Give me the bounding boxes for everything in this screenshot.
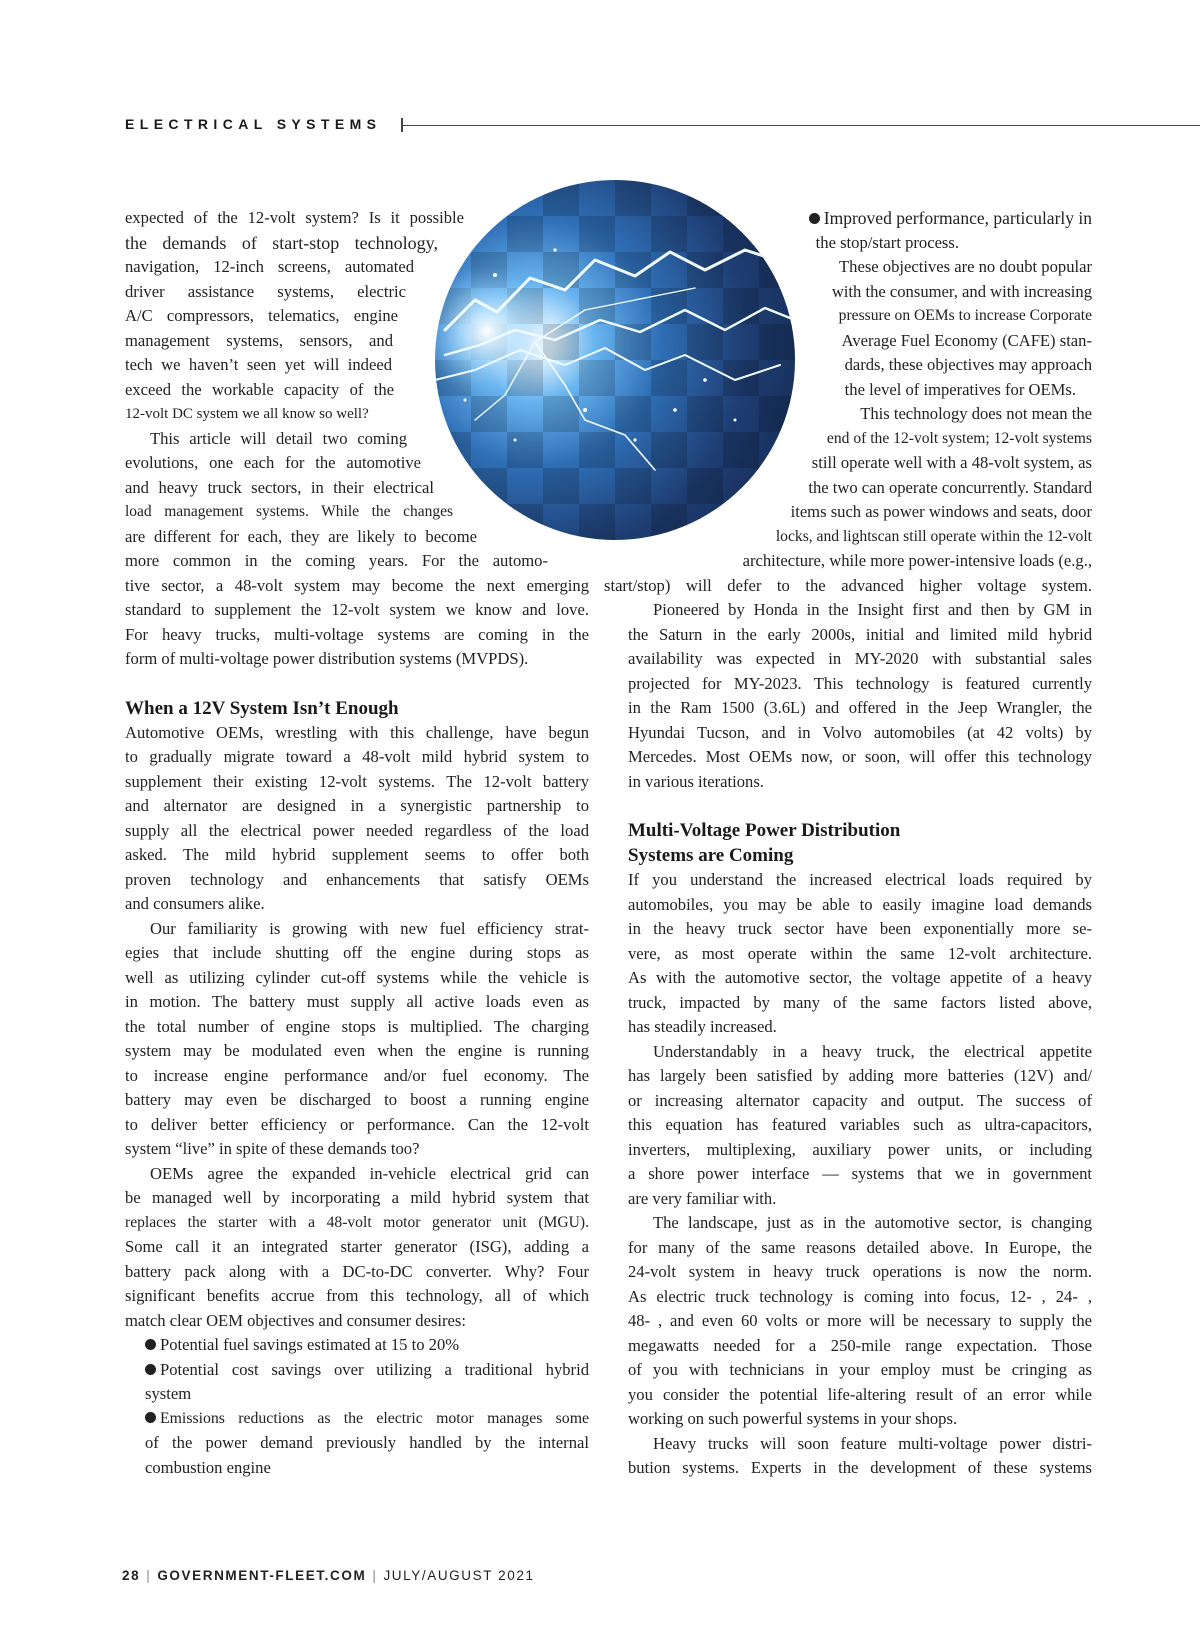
body-line: Hyundai Tucson, and in Volvo automobiles (at 42 volts) by [628,722,1092,742]
body-line: still operate well with a 48-volt system, as [811,453,1092,472]
left-column [125,206,589,1480]
bullet-item [125,1358,589,1383]
body-line: supply all the electrical power needed regardless of the load [125,820,589,840]
body-line: pressure on OEMs to increase Corporate [838,307,1092,324]
body-line: are different for each, they are likely to become [125,526,477,546]
body-line: battery may even be discharged to boost a running engine [125,1090,589,1109]
body-line: Our familiarity is growing with new fuel efficiency strat- [150,918,589,938]
footer-separator: | [372,1568,378,1583]
bullet-text: Potential cost savings over utilizing a traditional hybrid [160,1359,589,1379]
body-line: The landscape, just as in the automotive sector, is changing [653,1213,1092,1232]
body-line: For heavy trucks, multi-voltage systems are coming in the [125,624,589,644]
body-line: Some call it an integrated starter generator (ISG), adding a [125,1237,589,1256]
body-line: availability was expected in MY-2020 with substantial sales [628,649,1092,668]
paragraph-gap [628,794,1092,818]
body-line: standard to supplement the 12-volt system we know and love. [125,600,589,619]
body-line: or increasing alternator capacity and output. The success of [628,1090,1092,1110]
bullet-text: Emissions reductions as the electric motor manages some [160,1409,589,1427]
body-line: 12-volt DC system we all know so well? [125,406,369,422]
body-line: Pioneered by Honda in the Insight first and then by GM in [653,600,1092,619]
body-line: to gradually migrate toward a 48-volt mild hybrid system to [125,747,589,766]
bullet-continuation: of the power demand previously handled by the internal [145,1433,589,1452]
body-line: for many of the same reasons detailed above. In Europe, the [628,1237,1092,1257]
body-line: projected for MY-2023. This technology is featured currently [628,673,1092,693]
body-line: dards, these objectives may approach [844,355,1092,374]
body-line: bution systems. Experts in the development of these systems [628,1458,1092,1477]
body-line: match clear OEM objectives and consumer desires: [125,1310,466,1330]
body-line: and alternator are designed in a synergistic partnership to [125,796,589,815]
body-line: Understandably in a heavy truck, the electrical appetite [653,1041,1092,1061]
body-line: and consumers alike. [125,894,265,913]
body-line: proven technology and enhancements that satisfy OEMs [125,869,589,889]
body-line: the stop/start process. [815,232,959,252]
publication-site: GOVERNMENT-FLEET.COM [157,1568,367,1583]
subheading: Systems are Coming [628,845,794,866]
body-line: management systems, sensors, and [125,330,393,350]
body-line: has largely been satisfied by adding more batteries (12V) and/ [628,1066,1092,1085]
body-line: locks, and lightscan still operate within the 12-volt [775,527,1092,545]
body-line: expected of the 12-volt system? Is it possible [125,208,464,227]
right-column [604,206,1092,1481]
body-line: architecture, while more power-intensive loads (e.g., [742,551,1092,570]
bullet-icon [809,213,820,224]
body-line: Average Fuel Economy (CAFE) stan- [841,330,1092,350]
body-line: If you understand the increased electrical loads required by [628,870,1092,889]
bullet-item [125,1333,589,1358]
body-line: has steadily increased. [628,1017,777,1036]
body-line: end of the 12-volt system; 12-volt systems [826,429,1092,447]
body-line: OEMs agree the expanded in-vehicle electrical grid can [150,1163,589,1183]
body-line: exceed the workable capacity of the [125,379,394,399]
body-line: be managed well by incorporating a mild hybrid system that [125,1188,589,1207]
body-line: and heavy truck sectors, in their electrical [125,477,434,497]
bullet-icon [145,1412,156,1423]
body-line: to deliver better efficiency or performance. Can the 12-volt [125,1114,589,1134]
body-line: the two can operate concurrently. Standard [808,477,1092,497]
body-line: this equation has featured variables such as ultra-capacitors, [628,1115,1092,1134]
body-line: Mercedes. Most OEMs now, or soon, will offer this technology [628,747,1092,766]
body-line: working on such powerful systems in your shops. [628,1409,958,1428]
subheading: Multi-Voltage Power Distribution [628,820,901,841]
body-line: A/C compressors, telematics, engine [125,306,398,325]
body-line: navigation, 12-inch screens, automated [125,257,414,276]
body-line: in the Ram 1500 (3.6L) and offered in the Jeep Wrangler, the [628,698,1092,717]
body-line: significant benefits accrue from this technology, all of which [125,1286,589,1305]
body-line: This article will detail two coming [150,428,407,448]
body-line: supplement their existing 12-volt systems. The 12-volt battery [125,771,589,791]
issue-date: JULY/AUGUST 2021 [383,1568,535,1583]
body-line: Automotive OEMs, wrestling with this challenge, have begun [125,722,589,742]
bullet-icon [145,1339,156,1350]
body-line: of you with technicians in your employ must be cringing as [628,1360,1092,1379]
body-line: form of multi-voltage power distribution systems (MVPDS). [125,649,529,668]
section-header [125,116,1200,138]
body-line: 24-volt system in heavy truck operations is now the norm. [628,1262,1092,1281]
body-line: the Saturn in the early 2000s, initial and limited mild hybrid [628,624,1092,644]
body-line: the demands of start-stop technology, [125,232,438,253]
bullet-continuation: combustion engine [145,1457,271,1477]
body-line: battery pack along with a DC-to-DC converter. Why? Four [125,1261,589,1281]
body-line: are very familiar with. [628,1188,777,1208]
body-line: you consider the potential life-altering result of an error while [628,1384,1092,1404]
body-line: system “live” in spite of these demands too? [125,1139,420,1158]
body-line: Heavy trucks will soon feature multi-voltage power distri- [653,1433,1092,1453]
body-line: load management systems. While the changes [125,503,453,520]
body-line: This technology does not mean the [860,404,1092,423]
bullet-text: Improved performance, particularly in [823,208,1092,228]
section-title: ELECTRICAL SYSTEMS [125,116,382,132]
body-line: with the consumer, and with increasing [831,281,1092,301]
body-line: system may be modulated even when the engine is running [125,1041,589,1060]
body-line: the total number of engine stops is multiplied. The charging [125,1016,589,1036]
body-line: in the heavy truck sector have been exponentially more se- [628,919,1092,938]
body-line: in motion. The battery must supply all active loads even as [125,992,589,1011]
body-line: These objectives are no doubt popular [839,257,1092,276]
bullet-text: Potential fuel savings estimated at 15 to 20% [160,1335,460,1354]
footer-separator: | [146,1568,152,1583]
bullet-continuation: system [145,1384,192,1403]
body-line: well as utilizing cylinder cut-off systems while the vehicle is [125,967,589,987]
body-line: truck, impacted by many of the same factors listed above, [628,992,1092,1012]
body-line: tive sector, a 48-volt system may become the next emerging [125,575,589,595]
subheading: When a 12V System Isn’t Enough [125,697,399,719]
header-rule [401,125,1200,126]
body-line: megawatts needed for a 250-mile range expectation. Those [628,1335,1092,1355]
body-line: items such as power windows and seats, door [790,502,1092,521]
body-line: asked. The mild hybrid supplement seems to offer both [125,845,589,864]
page-number: 28 [122,1568,141,1583]
body-line: As electric truck technology is coming into focus, 12- , 24- , [628,1286,1092,1306]
body-line: As with the automotive sector, the voltage appetite of a heavy [628,968,1092,987]
page-footer [122,1568,535,1583]
body-line: to increase engine performance and/or fuel economy. The [125,1065,589,1085]
body-line: a shore power interface — systems that we in government [628,1164,1092,1183]
body-line: more common in the coming years. For the automo- [125,551,548,570]
body-line: tech we haven’t seen yet will indeed [125,355,392,374]
paragraph-gap [125,672,589,696]
body-line: the level of imperatives for OEMs. [844,379,1076,399]
body-line: in various iterations. [628,771,764,791]
body-line: start/stop) will defer to the advanced higher voltage system. [604,575,1092,595]
body-line: egies that include shutting off the engine during stops as [125,943,589,962]
body-line: evolutions, one each for the automotive [125,453,421,472]
body-line: vere, as most operate within the same 12-volt architecture. [628,943,1092,963]
body-line: replaces the starter with a 48-volt motor generator unit (MGU). [125,1213,589,1231]
bullet-item [125,1407,589,1432]
body-line: driver assistance systems, electric [125,281,406,301]
body-line: inverters, multiplexing, auxiliary power units, or including [628,1139,1092,1159]
body-line: 48- , and even 60 volts or more will be necessary to supply the [628,1311,1092,1330]
body-line: automobiles, you may be able to easily imagine load demands [628,894,1092,914]
bullet-icon [145,1364,156,1375]
bullet-item [628,206,1092,231]
